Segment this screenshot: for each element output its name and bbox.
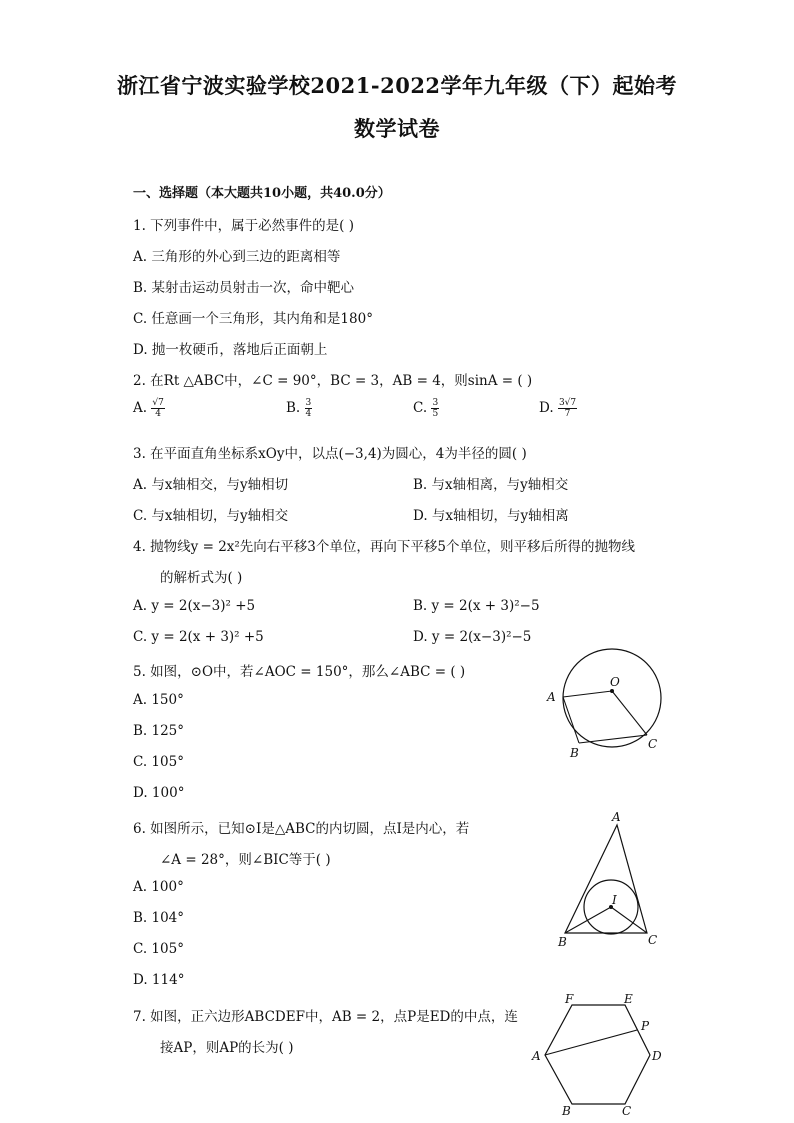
question-4-option-d: D. y = 2(x−3)²−5 xyxy=(413,629,532,645)
circle-o xyxy=(563,649,661,747)
exam-title-line2: 数学试卷 xyxy=(354,116,440,141)
question-4-stem: 4. 抛物线y = 2x²先向右平移3个单位，再向下平移5个单位，则平移后所得的抛物线 xyxy=(133,539,635,555)
question-3-option-b: B. 与x轴相离，与y轴相交 xyxy=(413,477,569,493)
question-4-stem-cont: 的解析式为( ) xyxy=(160,570,243,586)
hexagon-figure xyxy=(525,992,670,1117)
question-5-option-c: C. 105° xyxy=(133,754,184,770)
question-5-stem: 5. 如图，⊙O中，若∠AOC = 150°，那么∠ABC = ( ) xyxy=(133,664,466,680)
label-p: P xyxy=(641,1019,650,1033)
label-d: D xyxy=(652,1049,662,1063)
label-c: C xyxy=(648,737,658,751)
question-6-option-b: B. 104° xyxy=(133,910,185,926)
question-3-option-a: A. 与x轴相交，与y轴相切 xyxy=(133,477,289,493)
triangle-abc xyxy=(565,825,647,933)
segment-oc xyxy=(612,691,647,735)
question-6-option-c: C. 105° xyxy=(133,941,184,957)
question-5-option-a: A. 150° xyxy=(133,692,184,708)
label-c: C xyxy=(622,1104,632,1117)
option-letter: C. xyxy=(413,400,428,416)
question-4-option-c: C. y = 2(x + 3)² +5 xyxy=(133,629,264,645)
option-fraction: $\frac{3}{5}$ xyxy=(432,398,439,419)
question-5-option-b: B. 125° xyxy=(133,723,185,739)
question-6-stem: 6. 如图所示，已知⊙I是△ABC的内切圆，点I是内心，若 xyxy=(133,821,470,837)
label-i: I xyxy=(612,893,617,907)
circle-figure xyxy=(540,648,670,763)
segment-ic xyxy=(611,907,647,933)
segment-ap xyxy=(545,1030,637,1055)
question-3-stem: 3. 在平面直角坐标系xOy中，以点(−3,4)为圆心，4为半径的圆( ) xyxy=(133,446,527,462)
label-f: F xyxy=(565,992,574,1006)
question-6-stem-cont: ∠A = 28°，则∠BIC等于( ) xyxy=(160,852,331,868)
segment-ao xyxy=(563,691,612,697)
question-2-option-d xyxy=(539,398,577,419)
question-5-option-d: D. 100° xyxy=(133,785,185,801)
option-fraction: $\frac{3√7}{7}$ xyxy=(558,398,577,419)
option-fraction: $\frac{√7}{4}$ xyxy=(152,398,164,419)
question-2-option-a xyxy=(133,398,165,419)
segment-bc xyxy=(579,735,647,743)
question-3-option-c: C. 与x轴相切，与y轴相交 xyxy=(133,508,289,524)
question-3-option-d: D. 与x轴相切，与y轴相离 xyxy=(413,508,569,524)
question-4-option-a: A. y = 2(x−3)² +5 xyxy=(133,598,256,614)
label-b: B xyxy=(570,746,579,760)
question-2-option-c xyxy=(413,398,439,419)
label-a: A xyxy=(547,690,556,704)
hexagon-abcdef xyxy=(545,1005,650,1104)
option-letter: D. xyxy=(539,400,554,416)
label-b: B xyxy=(562,1104,571,1117)
label-c: C xyxy=(648,933,658,947)
question-2-stem: 2. 在Rt △ABC中，∠C = 90°，BC = 3，AB = 4，则sinA = ( ) xyxy=(133,373,533,389)
incircle-figure xyxy=(553,808,665,950)
segment-ab xyxy=(563,697,579,743)
question-1-stem: 1. 下列事件中，属于必然事件的是( ) xyxy=(133,218,354,234)
question-1-option-b: B. 某射击运动员射击一次，命中靶心 xyxy=(133,280,355,296)
center-point xyxy=(610,689,614,693)
question-6-option-d: D. 114° xyxy=(133,972,185,988)
exam-title-line1: 浙江省宁波实验学校2021-2022学年九年级（下）起始考 xyxy=(116,73,678,98)
question-7-stem-cont: 接AP，则AP的长为( ) xyxy=(160,1040,294,1056)
question-1-option-c: C. 任意画一个三角形，其内角和是180° xyxy=(133,311,373,327)
question-1-option-a: A. 三角形的外心到三边的距离相等 xyxy=(133,249,341,265)
question-4-option-b: B. y = 2(x + 3)²−5 xyxy=(413,598,540,614)
option-letter: A. xyxy=(133,400,148,416)
label-e: E xyxy=(624,992,633,1006)
question-7-stem: 7. 如图，正六边形ABCDEF中，AB = 2，点P是ED的中点，连 xyxy=(133,1009,518,1025)
question-2-option-b xyxy=(286,398,312,419)
option-letter: B. xyxy=(286,400,301,416)
question-6-option-a: A. 100° xyxy=(133,879,184,895)
label-a: A xyxy=(612,810,621,824)
option-fraction: $\frac{3}{4}$ xyxy=(305,398,312,419)
question-1-option-d: D. 抛一枚硬币，落地后正面朝上 xyxy=(133,342,328,358)
label-b: B xyxy=(558,935,567,949)
label-o: O xyxy=(610,675,620,689)
label-a: A xyxy=(532,1049,541,1063)
section-header: 一、选择题（本大题共10小题，共40.0分） xyxy=(133,186,391,201)
